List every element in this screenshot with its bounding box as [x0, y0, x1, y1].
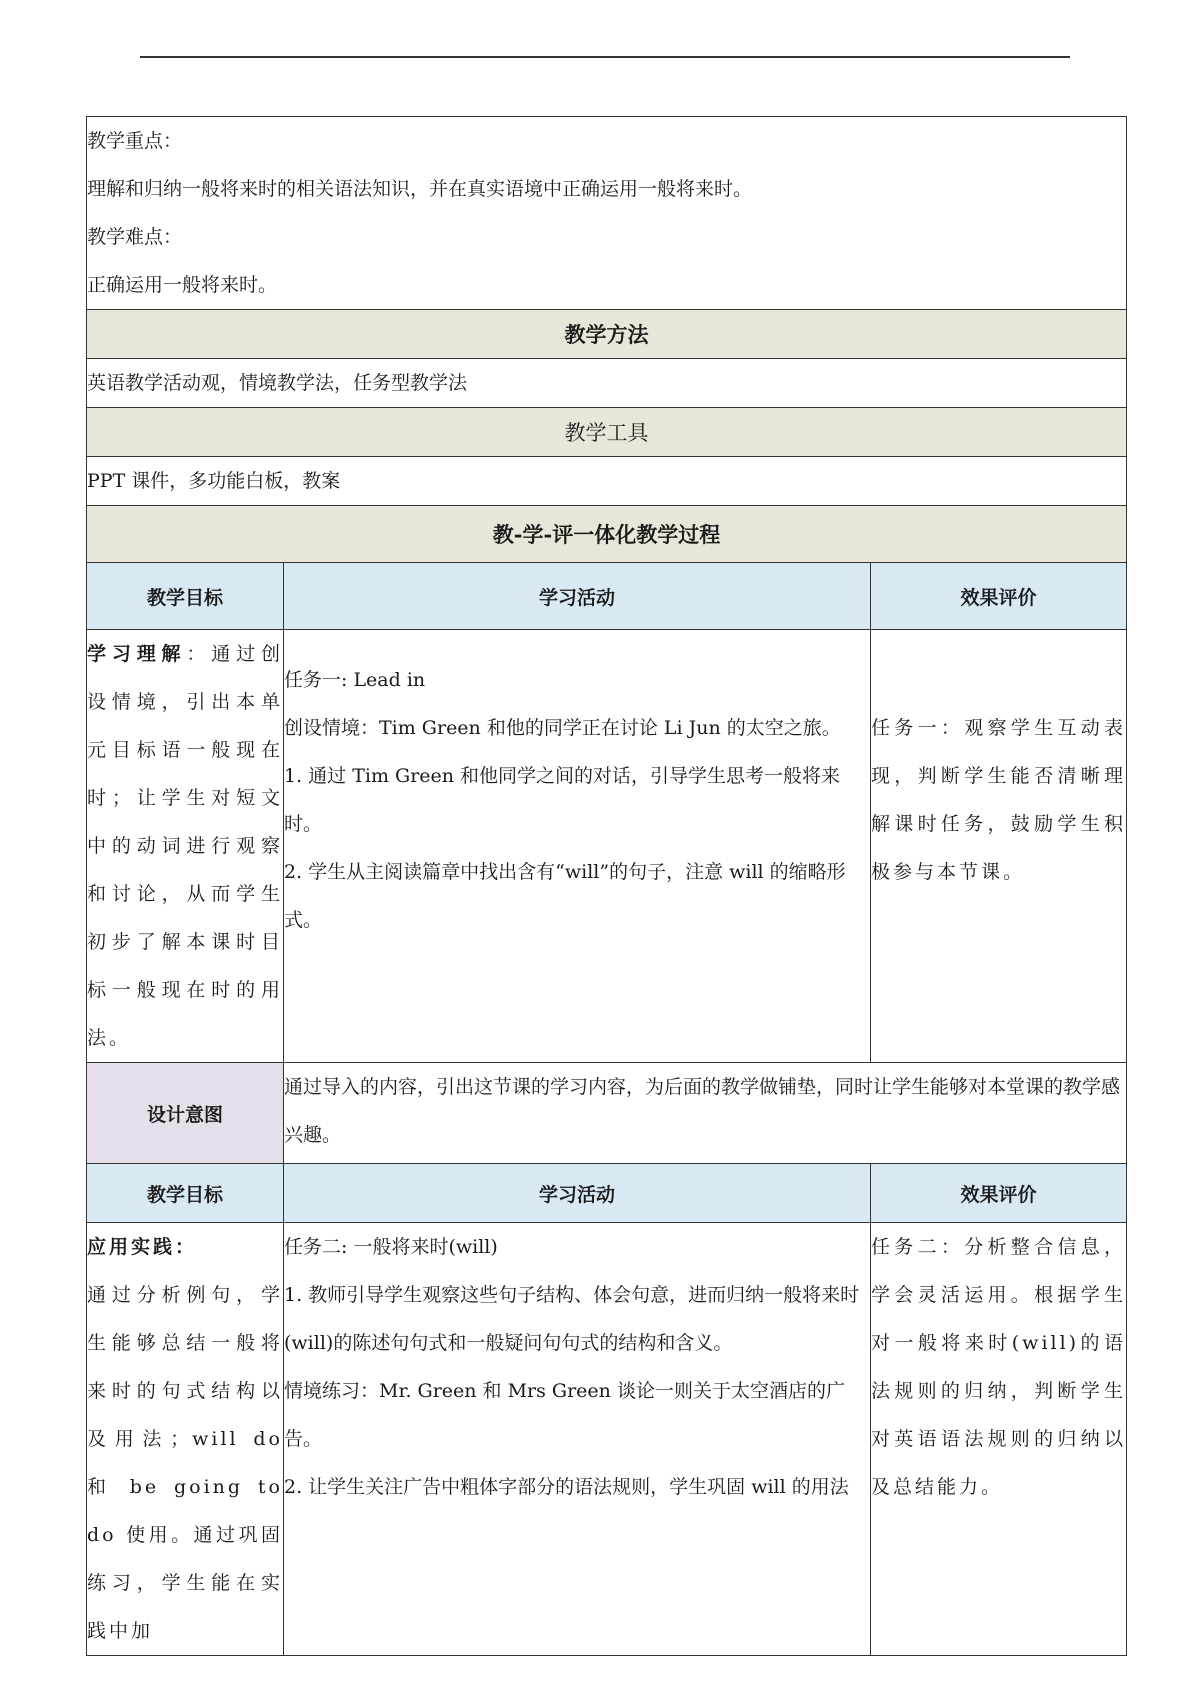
- methods-title: 教学方法: [87, 310, 1127, 359]
- column-header-row: [87, 1164, 1127, 1223]
- task-one-goal: [87, 630, 284, 1063]
- activity-line: 1. 通过 Tim Green 和他同学之间的对话，引导学生思考一般将来时。: [284, 765, 841, 835]
- activity-line: 1. 教师引导学生观察这些句子结构、体会句意，进而归纳一般将来时(will)的陈述句句式和一般疑问句句式的结构和含义。: [284, 1284, 860, 1354]
- header-evaluation: 效果评价: [871, 563, 1127, 630]
- column-header-row: [87, 563, 1127, 630]
- header-evaluation: 效果评价: [871, 1164, 1127, 1223]
- focus-cell: [87, 117, 1127, 310]
- task-two-goal: [87, 1223, 284, 1656]
- key-points-text: 理解和归纳一般将来时的相关语法知识，并在真实语境中正确运用一般将来时。: [87, 178, 753, 200]
- process-title: 教-学-评一体化教学过程: [87, 506, 1127, 563]
- header-rule: [140, 56, 1070, 58]
- header-activity: 学习活动: [284, 1164, 871, 1223]
- design-text: 通过导入的内容，引出这节课的学习内容，为后面的教学做铺垫，同时让学生能够对本堂课的教学感兴趣。: [284, 1063, 1127, 1164]
- activity-line: 任务一: Lead in: [284, 669, 426, 691]
- task-two-row: [87, 1223, 1127, 1656]
- evaluation-text: 任务一：观察学生互动表现，判断学生能否清晰理解课时任务，鼓励学生积极参与本节课。: [871, 717, 1127, 883]
- goal-text: ：通过创设情境，引出本单元目标语一般现在时；让学生对短文中的动词进行观察和讨论，从而学生初步了解本课时目标一般现在时的用法。: [87, 643, 283, 1049]
- difficulty-text: 正确运用一般将来时。: [87, 274, 278, 296]
- task-one-activity: [284, 630, 871, 1063]
- activity-line: 2. 学生从主阅读篇章中找出含有“will”的句子，注意 will 的缩略形式。: [284, 861, 846, 931]
- tools-text: PPT 课件，多功能白板，教案: [87, 457, 1127, 506]
- task-two-evaluation: [871, 1223, 1127, 1656]
- header-goal: 教学目标: [87, 1164, 284, 1223]
- goal-lead-understanding: 学习理解: [87, 643, 187, 665]
- task-one-row: [87, 630, 1127, 1063]
- goal-text: 通过分析例句，学生能够总结一般将来时的句式结构以及用法；will do 和 be going to do 使用。通过巩固练习，学生能在实践中加: [87, 1284, 283, 1642]
- task-one-evaluation: [871, 630, 1127, 1063]
- tools-title: 教学工具: [87, 408, 1127, 457]
- activity-line: 任务二: 一般将来时(will): [284, 1236, 498, 1258]
- activity-line: 2. 让学生关注广告中粗体字部分的语法规则，学生巩固 will 的用法: [284, 1476, 849, 1498]
- key-points-label: 教学重点：: [87, 130, 183, 152]
- evaluation-text: 任务二：分析整合信息，学会灵活运用。根据学生对一般将来时(will)的语法规则的归纳，判断学生对英语语法规则的归纳以及总结能力。: [871, 1236, 1127, 1498]
- header-activity: 学习活动: [284, 563, 871, 630]
- lesson-plan-table: [86, 116, 1127, 1656]
- header-goal: 教学目标: [87, 563, 284, 630]
- methods-text: 英语教学活动观，情境教学法，任务型教学法: [87, 359, 1127, 408]
- focus-row: [87, 117, 1127, 310]
- activity-line: 创设情境：Tim Green 和他的同学正在讨论 Li Jun 的太空之旅。: [284, 717, 841, 739]
- design-row: [87, 1063, 1127, 1164]
- difficulty-label: 教学难点：: [87, 226, 183, 248]
- design-label: 设计意图: [87, 1063, 284, 1164]
- activity-line: 情境练习：Mr. Green 和 Mrs Green 谈论一则关于太空酒店的广告。: [284, 1380, 845, 1450]
- goal-lead-practice: 应用实践：: [87, 1236, 198, 1258]
- task-two-activity: [284, 1223, 871, 1656]
